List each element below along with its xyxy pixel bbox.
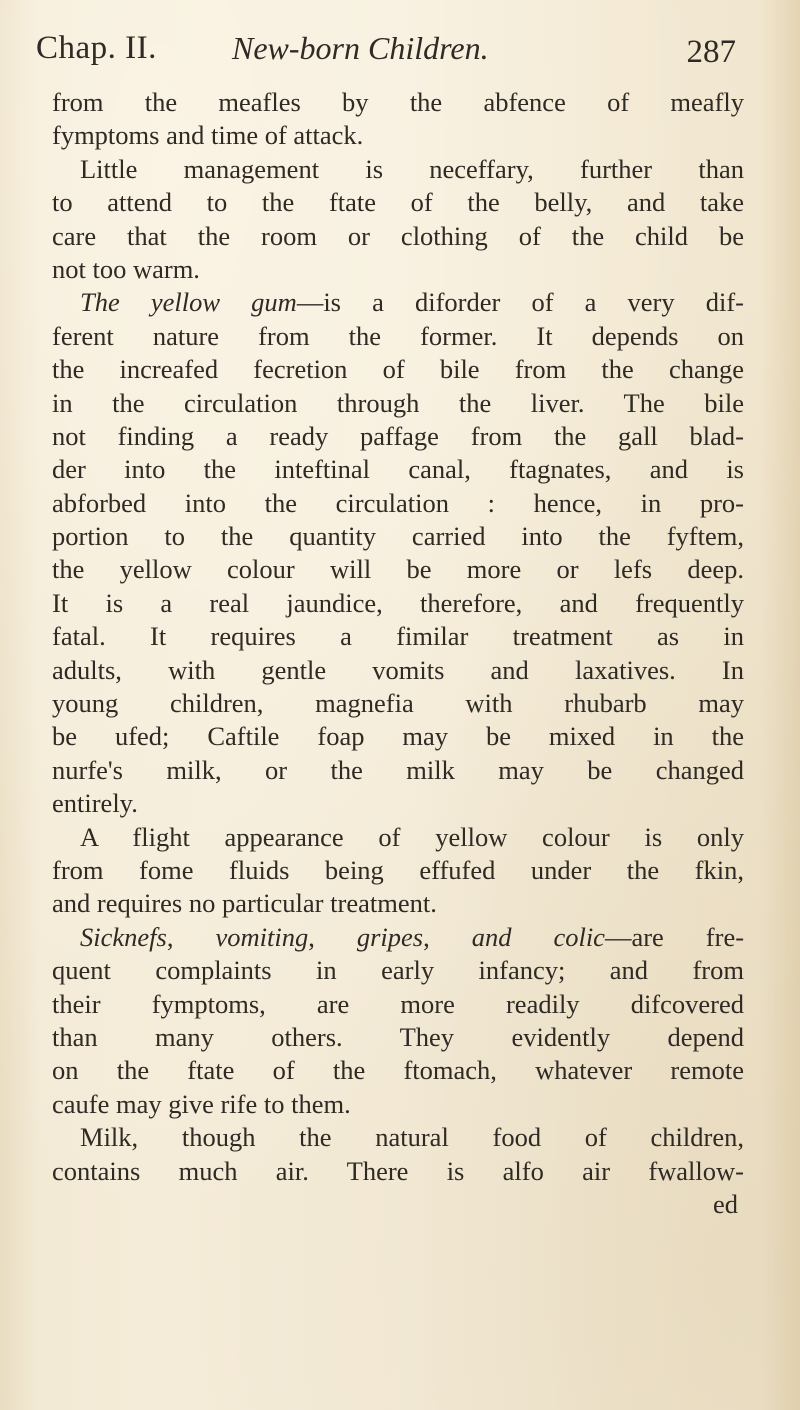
text-line xyxy=(52,787,744,820)
line-text: contains much air. There is alfo air fwallow- xyxy=(52,1155,744,1186)
line-text: quent complaints in early infancy; and from xyxy=(52,955,744,986)
text-line xyxy=(52,921,744,954)
line-text: der into the inteftinal canal, ftagnates, and is xyxy=(52,454,744,485)
text-line xyxy=(52,353,744,386)
text-line xyxy=(52,286,744,319)
line-text: ed xyxy=(712,1188,738,1219)
line-text: be ufed; Caftile foap may be mixed in the xyxy=(52,721,744,752)
line-text: their fymptoms, are more readily difcovered xyxy=(52,988,744,1019)
line-text: , xyxy=(423,921,472,952)
line-text: care that the room or clothing of the child be xyxy=(52,220,744,251)
line-text: adults, with gentle vomits and laxatives. In xyxy=(52,654,744,685)
text-line xyxy=(52,86,744,119)
text-line xyxy=(52,420,744,453)
text-line xyxy=(52,1021,744,1054)
line-text: entirely. xyxy=(52,788,138,819)
line-text: from the meafles by the abfence of meafly xyxy=(52,87,744,117)
body-text xyxy=(52,86,744,1221)
text-line xyxy=(52,153,744,186)
running-header xyxy=(36,22,736,74)
line-text: nurfe's milk, or the milk may be changed xyxy=(52,754,744,785)
text-line xyxy=(52,220,744,253)
text-line xyxy=(52,587,744,620)
text-line xyxy=(52,687,744,720)
line-text: A flight appearance of yellow colour is only xyxy=(80,821,744,852)
text-line xyxy=(52,119,744,152)
line-text: in the circulation through the liver. The bile xyxy=(52,387,744,418)
line-text: —is a diforder of a very dif- xyxy=(296,287,744,318)
text-line xyxy=(52,1054,744,1087)
text-line xyxy=(52,988,744,1021)
text-line xyxy=(52,1188,744,1221)
text-line xyxy=(52,1155,744,1188)
line-text: not too warm. xyxy=(52,253,200,284)
text-line xyxy=(52,186,744,219)
text-line xyxy=(52,654,744,687)
italic-heading-text: gripes xyxy=(356,921,424,952)
text-line xyxy=(52,754,744,787)
italic-heading-text: and colic xyxy=(471,921,605,952)
text-line xyxy=(52,887,744,920)
line-text: It is a real jaundice, therefore, and frequently xyxy=(52,587,744,618)
line-text: abforbed into the circulation : hence, in pro- xyxy=(52,487,744,518)
line-text: and requires no particular treatment. xyxy=(52,888,437,919)
text-line xyxy=(52,954,744,987)
line-text: , xyxy=(166,921,216,952)
line-text: from fome fluids being effufed under the fkin, xyxy=(52,854,744,885)
line-text: to attend to the ftate of the belly, and take xyxy=(52,187,744,218)
running-title: New-born Children. xyxy=(232,30,489,66)
text-line xyxy=(52,387,744,420)
line-text: not finding a ready paffage from the gall blad- xyxy=(52,420,744,451)
line-text: fatal. It requires a fimilar treatment as in xyxy=(52,621,744,652)
text-line xyxy=(52,453,744,486)
text-line xyxy=(52,1121,744,1154)
text-line xyxy=(52,620,744,653)
italic-heading-text: Sicknefs xyxy=(80,921,167,952)
line-text: , xyxy=(308,921,357,952)
text-line xyxy=(52,821,744,854)
line-text: —are fre- xyxy=(604,921,745,952)
line-text: the yellow colour will be more or lefs deep. xyxy=(52,554,744,585)
line-text: the increafed fecretion of bile from the change xyxy=(52,354,744,385)
line-text: Milk, though the natural food of children, xyxy=(80,1122,744,1153)
text-line xyxy=(52,720,744,753)
chapter-label: Chap. II. xyxy=(36,30,157,66)
line-text: ferent nature from the former. It depends on xyxy=(52,320,744,351)
text-line xyxy=(52,253,744,286)
page-number: 287 xyxy=(686,34,736,70)
line-text: on the ftate of the ftomach, whatever remote xyxy=(52,1055,744,1086)
line-text: portion to the quantity carried into the fyftem, xyxy=(52,521,744,552)
italic-heading-text: The yellow gum xyxy=(80,287,297,318)
line-text: young children, magnefia with rhubarb may xyxy=(52,688,744,719)
text-line xyxy=(52,1088,744,1121)
text-line xyxy=(52,854,744,887)
text-line xyxy=(52,520,744,553)
text-line xyxy=(52,320,744,353)
line-text: than many others. They evidently depend xyxy=(52,1021,744,1052)
text-line xyxy=(52,487,744,520)
italic-heading-text: vomiting xyxy=(215,921,309,952)
line-text: caufe may give rife to them. xyxy=(52,1088,351,1119)
line-text: fymptoms and time of attack. xyxy=(52,120,364,151)
line-text: Little management is neceffary, further than xyxy=(80,153,744,184)
text-line xyxy=(52,553,744,586)
